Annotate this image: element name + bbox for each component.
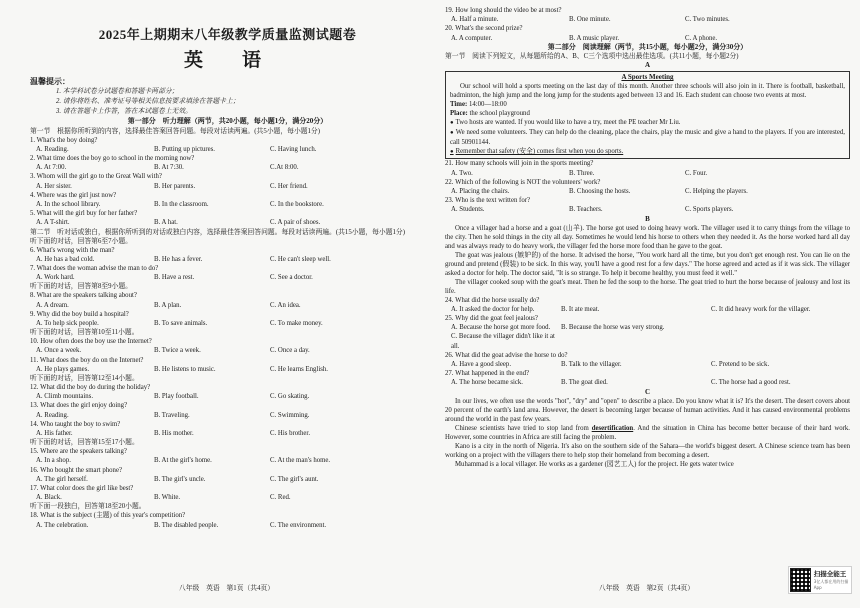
option-row (30, 319, 425, 328)
option-c: C. In the bookstore. (270, 200, 324, 208)
option-row (445, 187, 850, 196)
part1-heading: 第一部分 听力理解（两节，共20小题，每小题1分，满分20分） (127, 117, 328, 125)
option-c: C. Sports players. (685, 206, 734, 214)
question-list (30, 383, 425, 438)
option-row (30, 429, 425, 438)
option-a: A. To help sick people. (36, 319, 99, 327)
option-a: A. Black. (36, 494, 62, 502)
option-b: B. A music player. (569, 34, 620, 42)
option-c: C.At 8:00. (270, 164, 299, 172)
option-b: B. Teachers. (569, 206, 603, 214)
option-c: C. Having lunch. (270, 145, 317, 153)
sub-instruction: 听下面的对话，回答第8至9小题。 (30, 283, 132, 291)
option-row (30, 273, 425, 282)
option-row (30, 218, 425, 227)
option-row (30, 456, 425, 465)
tip-line: 1. 本学科试卷分试题卷和答题卡两部分； (56, 88, 179, 95)
option-c: C. Once a day. (270, 347, 310, 355)
passage-paragraph (445, 424, 850, 442)
option-c: C. He learns English. (270, 365, 328, 373)
section1-instruction: 第一节 根据你所听到的内容，选择最佳答案回答问题。每段对话读两遍。(共5小题，每小题1分) (30, 127, 320, 135)
page-right (433, 0, 860, 608)
option-row (30, 365, 425, 374)
question-text: 15. Where are the speakers talking? (30, 448, 127, 456)
question-text: 21. How many schools will join in the sports meeting? (445, 160, 594, 168)
option-a: A. He has a bad cold. (36, 255, 95, 263)
option-b: B. Choosing the hosts. (569, 187, 631, 195)
question-text: 6. What's wrong with the man? (30, 246, 115, 254)
option-c (711, 332, 850, 350)
option-row (30, 301, 425, 310)
option-a: A. A T-shirt. (36, 219, 70, 227)
option-a: A. Climb mountains. (36, 393, 94, 401)
option-b: B. It ate meat. (561, 305, 600, 313)
option-b: B. The disabled people. (154, 521, 219, 529)
option-c: C. The environment. (270, 521, 327, 529)
tip-line: 3. 请在答题卡上作答，答在本试题卷上无效。 (56, 108, 192, 115)
notice-paragraph: Our school will hold a sports meeting on the last day of this month. Another three schools will also join in it. There is football, basketball, badminton, the high jump and the long jump for the students aged between 13 and 16. Each student can choose two events at most. (450, 83, 845, 100)
option-a: A. It asked the doctor for help. (451, 305, 535, 313)
option-b: B. At 7:30. (154, 164, 184, 172)
question-list (445, 159, 850, 214)
option-row (445, 169, 850, 178)
passage-paragraph: In our lives, we often use the words "hot", "dry" and "open" to describe a place. Do you know what it is? It's the desert. The desert covers about 20 percent of the earth's land area. However, the desert is becoming larger because of human activities. And it has caused environmental problems around the world in the past few years. (445, 397, 850, 423)
option-row (30, 475, 425, 484)
option-a: A. Two. (451, 169, 473, 177)
question-text: 26. What did the goat advise the horse to do? (445, 351, 568, 359)
option-c: C. Red. (270, 494, 291, 502)
notice-bullet: ● We need some volunteers. They can help do the cleaning, place the chairs, play the music and give a hand to the players. If you are interested, call 50901144. (450, 128, 845, 147)
option-c: C. It did heavy work for the villager. (711, 305, 811, 313)
option-a: A. In the school library. (36, 200, 101, 208)
option-a: A. Work hard. (36, 274, 75, 282)
option-a: A. Placing the chairs. (451, 187, 510, 195)
question-text: 1. What's the boy doing? (30, 136, 98, 144)
option-c: C. He can't sleep well. (270, 255, 331, 263)
sub-instruction: 听下面的对话，回答第15至17小题。 (30, 439, 139, 447)
option-b: B. In the classroom. (154, 200, 209, 208)
question-text: 17. What color does the girl like best? (30, 485, 134, 492)
page-footer: 八年级 英语 第1页（共4页） (178, 585, 275, 592)
option-c: C. Pretend to be sick. (711, 360, 770, 368)
option-b: B. Play football. (154, 393, 199, 401)
option-b: B. Traveling. (154, 411, 190, 419)
option-c: C. Her friend. (270, 182, 308, 190)
option-b: B. The goat died. (561, 379, 608, 387)
question-text: 13. What does the girl enjoy doing? (30, 402, 128, 410)
place-label: Place: (450, 110, 468, 118)
sub-instruction: 听下面一段独白，回答第18至20小题。 (30, 503, 146, 511)
sub-instruction: 听下面的对话，回答第12至14小题。 (30, 374, 139, 382)
question-text: 24. What did the horse usually do? (445, 296, 540, 304)
question-list (30, 291, 425, 328)
option-row (30, 163, 425, 172)
option-a: A. Reading. (36, 145, 69, 153)
question-list (30, 337, 425, 374)
question-text: 27. What happened in the end? (445, 370, 530, 378)
question-text: 4. Where was the girl just now? (30, 191, 117, 199)
option-a: A. The girl herself. (36, 475, 88, 483)
option-c: C. Helping the players. (685, 187, 748, 195)
option-b: B. His mother. (154, 429, 194, 437)
underlined-word: desertification (591, 424, 634, 432)
option-c: C. The girl's aunt. (270, 475, 319, 483)
question-text: 20. What's the second prize? (445, 25, 523, 33)
passage-letter-c: C (644, 387, 651, 396)
option-row (30, 392, 425, 401)
passage-paragraph: Once a villager had a horse and a goat (山羊). The horse got used to doing heavy work. The villager used it to carry things from the village to the city. Then he sold things in the city all day. Sometimes he would lend his horse to others when they needed it. As the horse worked hard all day and was always ready to do heavy work, the villager fed the horse more food than he gave to the goat. (445, 224, 850, 250)
notice-bullet: ● Two hosts are wanted. If you would like to have a try, meet the PE teacher Mr Liu. (450, 118, 845, 128)
option-c: C. His brother. (270, 429, 311, 437)
option-a: A. Her sister. (36, 182, 72, 190)
question-text: 14. Who taught the boy to swim? (30, 420, 121, 428)
question-text: 2. What time does the boy go to school in the morning now? (30, 154, 195, 162)
option-b: B. Twice a week. (154, 347, 201, 355)
text-span: Chinese scientists have tried to stop land from (455, 424, 592, 432)
watermark-brand: 扫描全能王 (813, 570, 847, 578)
option-row (445, 34, 850, 43)
option-a: A. Reading. (36, 411, 69, 419)
option-c: C. Swimming. (270, 411, 310, 419)
option-b: B. Her parents. (154, 182, 196, 190)
option-c: C. Two minutes. (685, 16, 730, 24)
option-a: A. The horse became sick. (451, 379, 523, 387)
question-text: 22. Which of the following is NOT the volunteers' work? (445, 178, 601, 186)
question-text: 7. What does the woman advise the man to do? (30, 264, 159, 272)
option-c: C. A pair of shoes. (270, 219, 321, 227)
option-b: B. To save animals. (154, 319, 208, 327)
question-list (445, 6, 850, 43)
option-row (445, 378, 850, 387)
passage-paragraph: Muhammad is a local villager. He works as a gardener (园艺工人) for the project. He gets water twice (455, 460, 734, 468)
option-a: A. At 7:00. (36, 164, 67, 172)
option-c: C. An idea. (270, 301, 301, 309)
option-b: B. Putting up pictures. (154, 145, 215, 153)
option-a: A. He plays games. (36, 365, 90, 373)
option-c: C. Four. (685, 169, 708, 177)
part2-heading: 第二部分 阅读理解（两节，共15小题，每小题2分，满分30分） (547, 42, 748, 51)
question-text: 19. How long should the video be at most? (445, 7, 562, 14)
notice-box (445, 71, 850, 159)
option-a: A. Students. (451, 206, 485, 214)
text-span: . And the situation in China has become better because of their hard work. However, some countries in Africa are still facing the problem. (445, 424, 850, 441)
option-b: B. Talk to the villager. (561, 360, 622, 368)
option-c: C. At the man's home. (270, 457, 331, 465)
question-list (30, 447, 425, 502)
option-a: A. His father. (36, 429, 73, 437)
option-a: A. The celebration. (36, 521, 89, 529)
option-a: A. Half a minute. (451, 16, 499, 24)
sub-instruction: 听下面的对话，回答第10至11小题。 (30, 329, 139, 337)
option-b: B. He listens to music. (154, 365, 216, 373)
option-row (30, 346, 425, 355)
option-row (445, 15, 850, 24)
option-c: C. The horse had a good rest. (711, 379, 791, 387)
time-value: 14:00—18:00 (468, 101, 507, 109)
question-text: 5. What will the girl buy for her father? (30, 210, 138, 218)
question-list (30, 511, 425, 529)
option-row (30, 411, 425, 420)
option-row (445, 332, 850, 350)
option-row (30, 200, 425, 209)
option-c: C. Go skating. (270, 393, 310, 401)
watermark-text (814, 570, 850, 590)
passage-paragraph: Kano is a city in the north of Nigeria. It's also on the southern side of the Sahara—the world's biggest desert. A Chinese science team has been working on a project with the villagers there to help stop their homeland from becoming a desert. (445, 442, 850, 459)
option-row (445, 360, 850, 369)
question-text: 18. What is the subject (主题) of this year's competition? (30, 512, 186, 520)
question-text: 16. Who bought the smart phone? (30, 466, 122, 474)
question-text: 23. Who is the text written for? (445, 197, 531, 205)
option-b: B. He has a fever. (154, 255, 203, 263)
qr-code-icon (790, 568, 811, 592)
option-c: C. To make money. (270, 319, 323, 327)
question-text: 12. What did the boy do during the holiday? (30, 383, 151, 391)
time-label: Time: (450, 101, 468, 109)
option-b (561, 332, 711, 350)
question-text: 11. What does the boy do on the Internet? (30, 356, 144, 364)
notice-place (450, 109, 845, 118)
watermark-sub: 3亿人都在用的扫描App (813, 579, 849, 590)
option-row (445, 205, 850, 214)
option-row (445, 323, 850, 332)
option-a: C. Because the villager didn't like it at all. (451, 333, 555, 350)
option-b: B. One minute. (569, 16, 611, 24)
passage-paragraph: The goat was jealous (嫉妒的) of the horse. It advised the horse, "You work hard all the time, but you don't get enough rest. You can lie on the ground and pretend (假装) to be sick. In this way, you'll have a good rest for a few days." The horse agreed and acted as if it was sick. The villager asked a doctor for help. The doctor said, "It is so strange. To help it become healthy, you must feed it well." (445, 251, 850, 277)
notice-time (450, 100, 845, 109)
option-b: B. Have a rest. (154, 274, 195, 282)
option-b: B. A plan. (154, 301, 182, 309)
option-row (445, 305, 850, 314)
tips-heading: 温馨提示： (30, 77, 70, 86)
option-row (30, 493, 425, 502)
question-text: 9. Why did the boy build a hospital? (30, 310, 129, 318)
passage-letter-a: A (644, 61, 651, 70)
section2-instruction: 第二节 听对话或独白，根据你所听到的对话或独白内容，选择最佳答案回答问题。每段对话读两遍。(共15小题，每小题1分) (30, 228, 405, 236)
question-list (30, 136, 425, 228)
option-b: B. At the girl's home. (154, 457, 212, 465)
option-a: A. A computer. (451, 34, 493, 42)
question-list (445, 296, 850, 388)
option-a: A. A dream. (36, 301, 69, 309)
option-c (711, 323, 850, 332)
question-text: 8. What are the speakers talking about? (30, 292, 137, 300)
option-a: A. Have a good sleep. (451, 360, 512, 368)
question-list (30, 246, 425, 283)
question-text: 10. How often does the boy use the Internet? (30, 338, 152, 346)
option-row (30, 145, 425, 154)
question-text: 3. Whom will the girl go to the Great Wall with? (30, 173, 162, 181)
subject-title: 英 语 (183, 50, 271, 71)
option-b: B. A hat. (154, 219, 178, 227)
passage-letter-b: B (645, 214, 650, 223)
option-b: B. Because the horse was very strong. (561, 324, 665, 332)
question-text: 25. Why did the goat feel jealous? (445, 314, 538, 322)
sub-instruction: 听下面的对话，回答第6至7小题。 (30, 237, 132, 245)
option-b: B. Three. (569, 169, 595, 177)
place-value: the school playground (469, 110, 530, 118)
option-row (30, 255, 425, 264)
scanner-watermark (788, 566, 852, 594)
page-footer: 八年级 英语 第2页（共4页） (598, 585, 695, 592)
option-a: A. In a shop. (36, 457, 71, 465)
part2-instruction: 第一节 阅读下列短文，从每题所给的A、B、C三个选项中选出最佳选项。(共11小题，每小题2分) (445, 53, 739, 61)
tip-line: 2. 请你将姓名、准考证号等相关信息按要求填涂在答题卡上； (56, 98, 240, 105)
option-a: A. Because the horse got more food. (451, 324, 551, 332)
option-c: C. A phone. (685, 34, 718, 42)
option-row (30, 521, 425, 530)
exam-title: 2025年上期期末八年级教学质量监测试题卷 (98, 27, 357, 42)
notice-bullet: ● Remember that safety (安全) comes first when you do sports. (450, 147, 845, 157)
option-c: C. See a doctor. (270, 274, 313, 282)
option-b: B. The girl's uncle. (154, 475, 206, 483)
option-a: A. Once a week. (36, 347, 82, 355)
notice-title: A Sports Meeting (621, 73, 674, 82)
option-row (30, 182, 425, 191)
option-b: B. White. (154, 494, 181, 502)
passage-paragraph: The villager cooked soup with the goat's meat. Then he fed the soup to the horse. The goat tried to hurt the horse because of jealousy and lost its life. (445, 278, 850, 295)
